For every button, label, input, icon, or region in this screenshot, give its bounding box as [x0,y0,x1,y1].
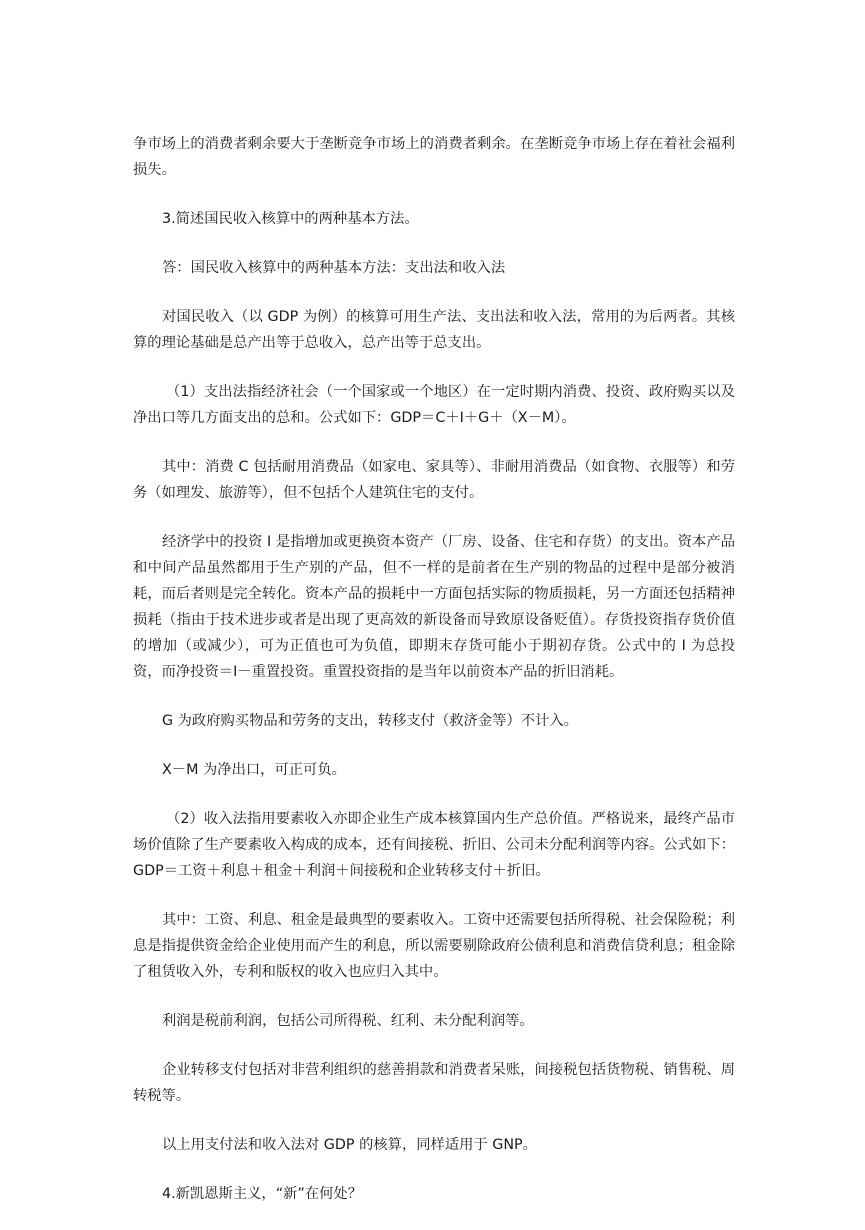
paragraph-expenditure-method: （1）支出法指经济社会（一个国家或一个地区）在一定时期内消费、投资、政府购买以及净出口等几方面支出的总和。公式如下：GDP＝C＋I＋G＋（X－M）。 [133,384,735,426]
question-3-heading: 3.简述国民收入核算中的两种基本方法。 [162,211,419,227]
paragraph-net-exports: X－M 为净出口，可正可负。 [162,762,346,778]
answer-3-intro: 答：国民收入核算中的两种基本方法：支出法和收入法 [162,260,506,276]
paragraph-transfer-payments: 企业转移支付包括对非营利组织的慈善捐款和消费者呆账，间接税包括货物税、销售税、周转税等。 [133,1062,735,1104]
paragraph-income-method: （2）收入法指用要素收入亦即企业生产成本核算国内生产总价值。严格说来，最终产品市场价值除了生产要素收入构成的成本，还有间接税、折旧、公司未分配利润等内容。公式如下：GDP＝工资＋利息＋租金＋利润＋间接税和企业转移支付＋折旧。 [133,811,735,879]
paragraph-government-purchases: G 为政府购买物品和劳务的支出，转移支付（救济金等）不计入。 [162,713,578,729]
paragraph-consumption: 其中：消费 C 包括耐用消费品（如家电、家具等）、非耐用消费品（如食物、衣服等）和劳务（如理发、旅游等），但不包括个人建筑住宅的支付。 [133,459,735,501]
paragraph-gnp-note: 以上用支付法和收入法对 GDP 的核算，同样适用于 GNP。 [162,1137,537,1153]
question-4-heading: 4.新凯恩斯主义，“新”在何处？ [162,1186,363,1202]
paragraph-factor-income: 其中：工资、利息、租金是最典型的要素收入。工资中还需要包括所得税、社会保险税；利息是指提供资金给企业使用而产生的利息，所以需要剔除政府公债利息和消费信贷利息；租金除了租赁收入外，专利和版权的收入也应归入其中。 [133,912,735,980]
paragraph-investment: 经济学中的投资 I 是指增加或更换资本资产（厂房、设备、住宅和存货）的支出。资本产品和中间产品虽然都用于生产别的产品，但不一样的是前者在生产别的物品的过程中是部分被消耗，而后者则是完全转化。资本产品的损耗中一方面包括实际的物质损耗，另一方面还包括精神损耗（指由于技术进步或者是出现了更高效的新设备而导致原设备贬值）。存货投资指存货价值的增加（或减少），可为正值也可为负值，即期末存货可能小于期初存货。公式中的 I 为总投资，而净投资＝I－重置投资。重置投资指的是当年以前资本产品的折旧消耗。 [133,534,735,680]
paragraph-consumer-surplus-conclusion: 争市场上的消费者剩余要大于垄断竞争市场上的消费者剩余。在垄断竞争市场上存在着社会福利损失。 [133,136,735,178]
paragraph-profit: 利润是税前利润，包括公司所得税、红利、未分配利润等。 [162,1013,534,1029]
document-page [133,131,735,1230]
paragraph-gdp-methods: 对国民收入（以 GDP 为例）的核算可用生产法、支出法和收入法，常用的为后两者。其核算的理论基础是总产出等于总收入，总产出等于总支出。 [133,309,735,351]
